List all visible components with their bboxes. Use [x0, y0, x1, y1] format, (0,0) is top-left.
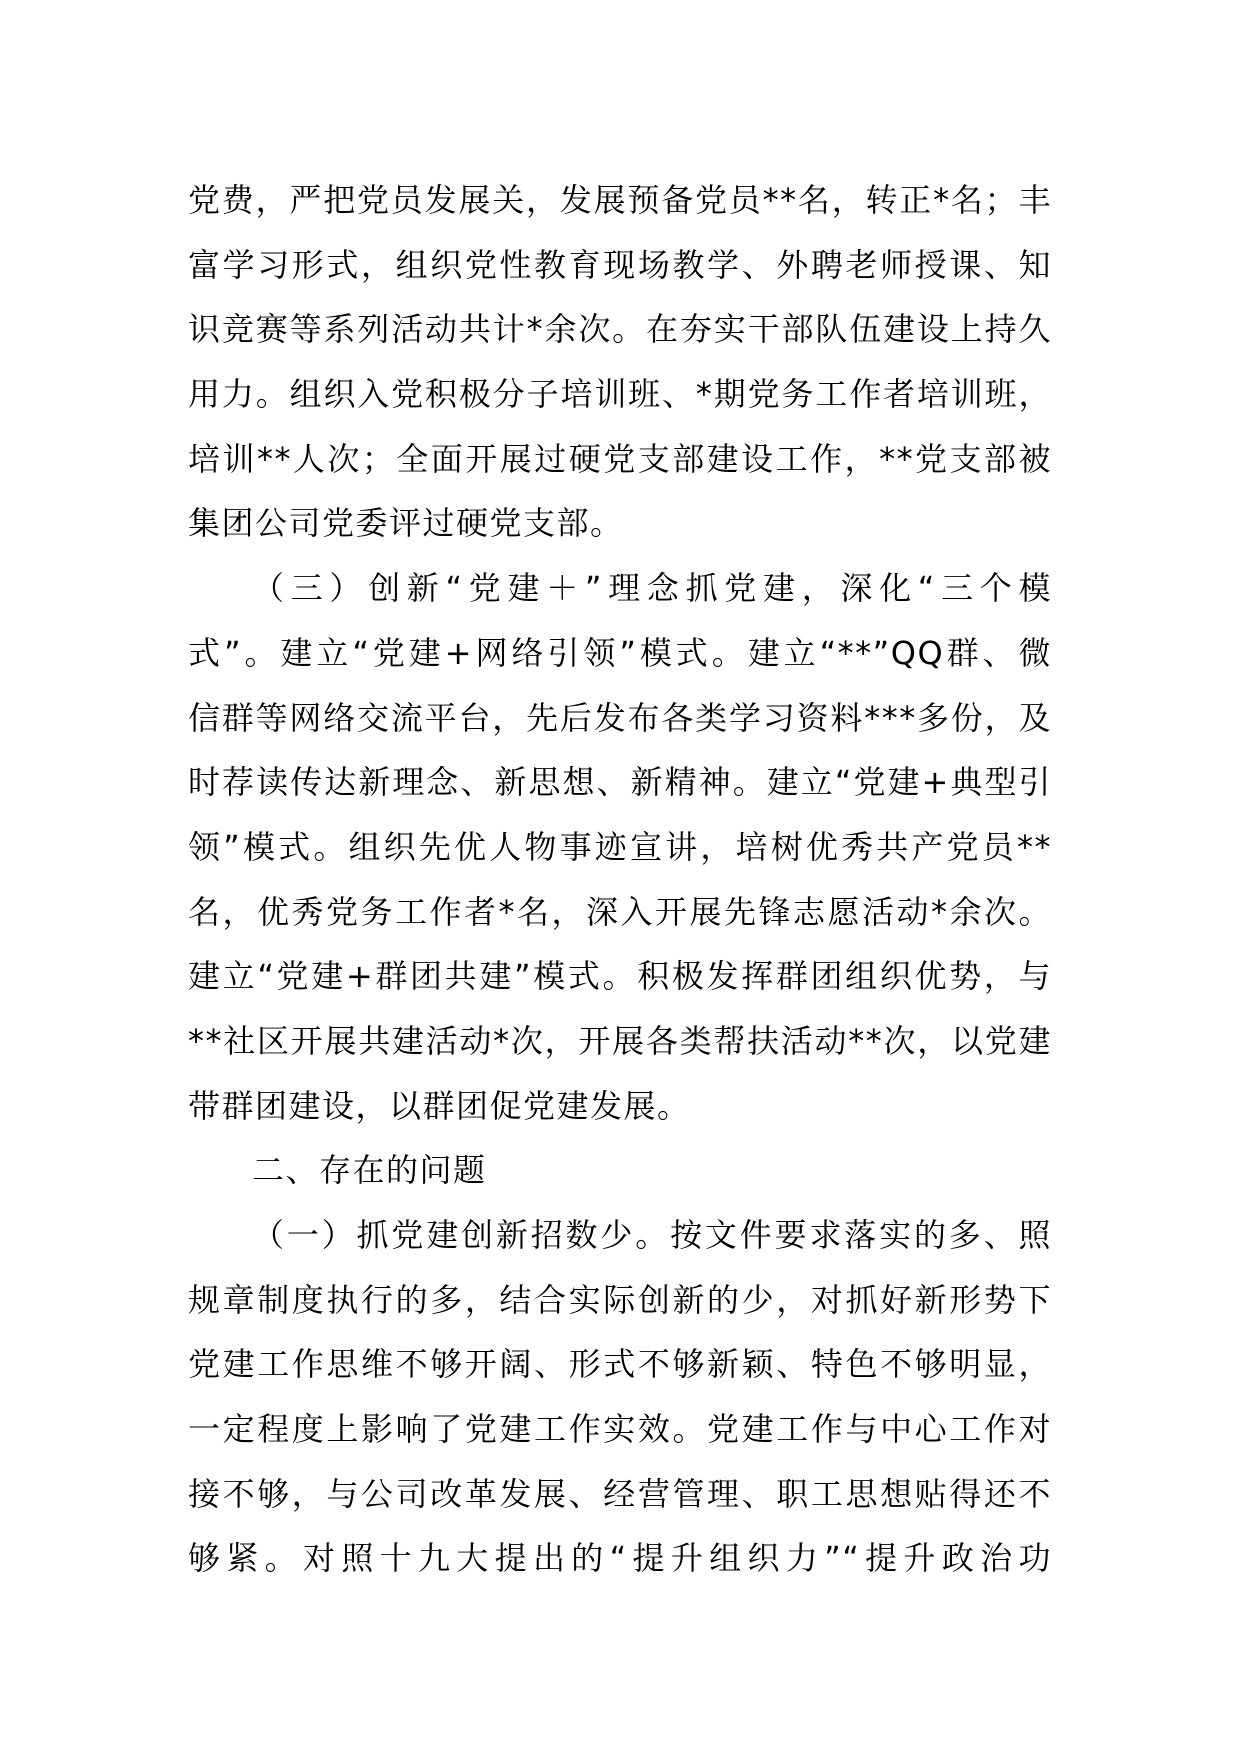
paragraph-line: 识竞赛等系列活动共计*余次。在夯实干部队伍建设上持久 — [188, 310, 1052, 349]
section-heading-line: （一）抓党建创新招数少。按文件要求落实的多、照 — [252, 1216, 1052, 1254]
paragraph-line: 接不够，与公司改革发展、经营管理、职工思想贴得还不 — [188, 1474, 1052, 1513]
paragraph-line: 党建工作思维不够开阔、形式不够新颖、特色不够明显， — [188, 1345, 1052, 1384]
paragraph-line: 名，优秀党务工作者*名，深入开展先锋志愿活动*余次。 — [188, 892, 1052, 931]
paragraph-line: 培训**人次；全面开展过硬党支部建设工作，**党支部被 — [188, 439, 1052, 478]
paragraph-line: 一定程度上影响了党建工作实效。党建工作与中心工作对 — [188, 1410, 1052, 1449]
paragraph-line: 式”。建立“党建+网络引领”模式。建立“**”QQ群、微 — [188, 633, 1052, 672]
paragraph-line: 集团公司党委评过硬党支部。 — [188, 504, 624, 543]
paragraph-line: 规章制度执行的多，结合实际创新的少，对抓好新形势下 — [188, 1280, 1052, 1319]
paragraph-line: **社区开展共建活动*次，开展各类帮扶活动**次，以党建 — [188, 1021, 1052, 1060]
paragraph-line: 带群团建设，以群团促党建发展。 — [188, 1086, 691, 1125]
paragraph-line: 富学习形式，组织党性教育现场教学、外聘老师授课、知 — [188, 245, 1052, 284]
paragraph-line: 时荐读传达新理念、新思想、新精神。建立“党建+典型引 — [188, 763, 1052, 802]
paragraph-line: 党费，严把党员发展关，发展预备党员**名，转正*名；丰 — [188, 181, 1052, 219]
paragraph-line: 信群等网络交流平台，先后发布各类学习资料***多份，及 — [188, 698, 1052, 737]
body-text — [188, 168, 1052, 1591]
chapter-heading: 二、存在的问题 — [252, 1151, 487, 1190]
section-heading-line: （三）创新“党建＋”理念抓党建，深化“三个模 — [252, 569, 1052, 608]
paragraph-line: 建立“党建+群团共建”模式。积极发挥群团组织优势，与 — [188, 957, 1052, 996]
paragraph-line: 够紧。对照十九大提出的“提升组织力”“提升政治功 — [188, 1539, 1052, 1578]
paragraph-line: 用力。组织入党积极分子培训班、*期党务工作者培训班， — [188, 375, 1052, 414]
paragraph-line: 领”模式。组织先优人物事迹宣讲，培树优秀共产党员** — [188, 827, 1052, 866]
